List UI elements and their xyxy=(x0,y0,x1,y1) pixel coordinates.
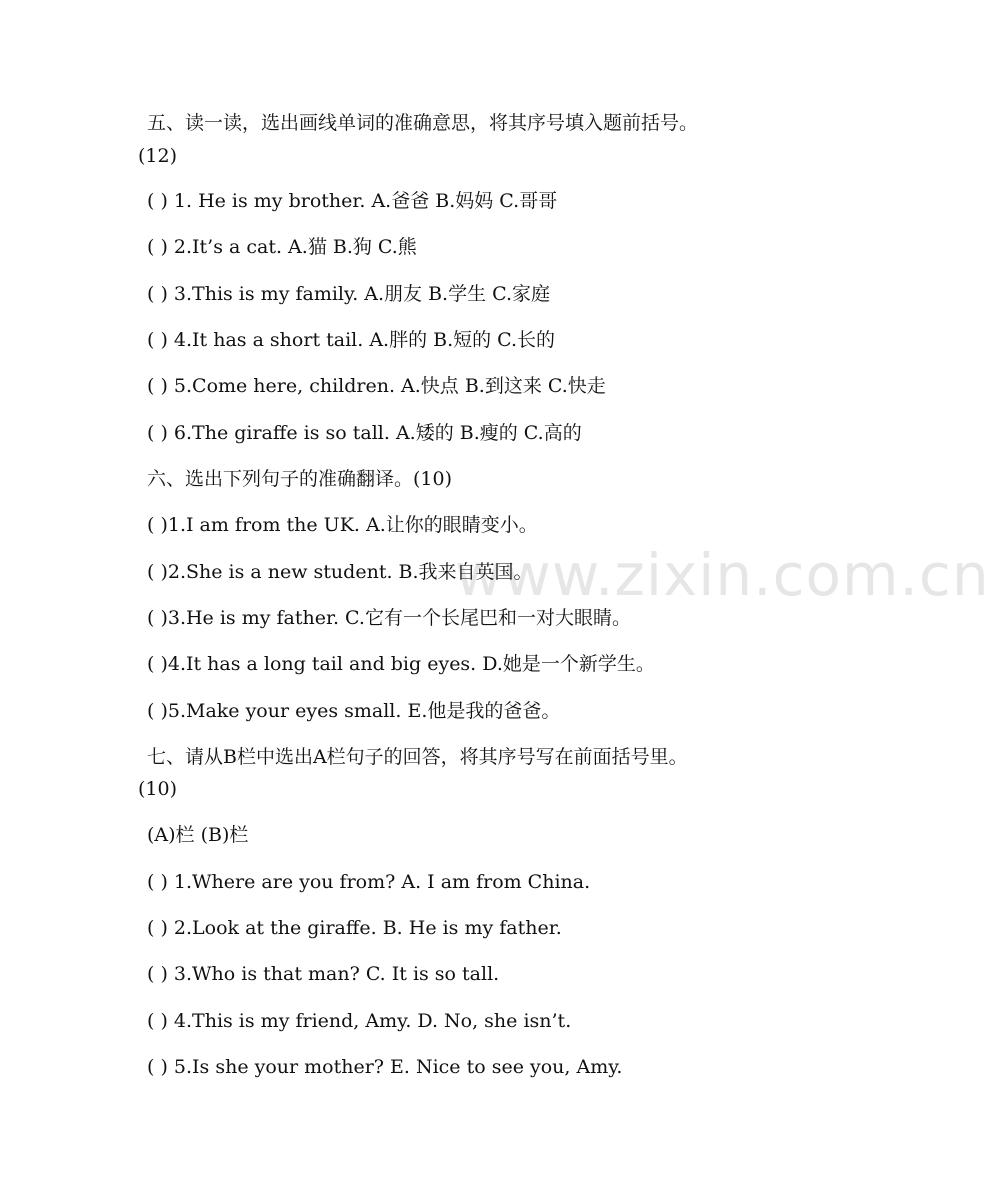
question-item: ( ) 4.It has a short tail. A.胖的 B.短的 C.长的 xyxy=(147,329,556,351)
section5-score: (12) xyxy=(138,145,178,167)
question-item: ( ) 1. He is my brother. A.爸爸 B.妈妈 C.哥哥 xyxy=(147,190,558,212)
question-item: ( ) 5.Is she your mother? E. Nice to see you, Amy. xyxy=(147,1056,623,1078)
question-item: ( )1.I am from the UK. A.让你的眼睛变小。 xyxy=(147,514,538,536)
question-item: ( ) 1.Where are you from? A. I am from China. xyxy=(147,871,591,893)
question-item: ( ) 2.Look at the giraffe. B. He is my father. xyxy=(147,917,562,939)
section7-score: (10) xyxy=(138,778,178,800)
question-item: ( ) 3.This is my family. A.朋友 B.学生 C.家庭 xyxy=(147,283,551,305)
question-item: ( ) 6.The giraffe is so tall. A.矮的 B.瘦的 C.高的 xyxy=(147,422,582,444)
watermark: www.zixin.com.cn xyxy=(455,541,990,609)
section7-title: 七、请从B栏中选出A栏句子的回答，将其序号写在前面括号里。 xyxy=(147,746,688,768)
question-item: ( ) 3.Who is that man? C. It is so tall. xyxy=(147,963,500,985)
question-item: ( )3.He is my father. C.它有一个长尾巴和一对大眼睛。 xyxy=(147,607,631,629)
section5-title: 五、读一读，选出画线单词的准确意思，将其序号填入题前括号。 xyxy=(147,112,699,134)
question-item: ( ) 5.Come here, children. A.快点 B.到这来 C.快走 xyxy=(147,375,606,397)
column-headers: (A)栏 (B)栏 xyxy=(147,824,249,846)
question-item: ( ) 2.It’s a cat. A.猫 B.狗 C.熊 xyxy=(147,236,417,258)
question-item: ( )2.She is a new student. B.我来自英国。 xyxy=(147,561,533,583)
section6-title: 六、选出下列句子的准确翻译。(10) xyxy=(147,468,453,490)
question-item: ( )5.Make your eyes small. E.他是我的爸爸。 xyxy=(147,700,561,722)
question-item: ( ) 4.This is my friend, Amy. D. No, she isn’t. xyxy=(147,1010,572,1032)
question-item: ( )4.It has a long tail and big eyes. D.她是一个新学生。 xyxy=(147,653,655,675)
